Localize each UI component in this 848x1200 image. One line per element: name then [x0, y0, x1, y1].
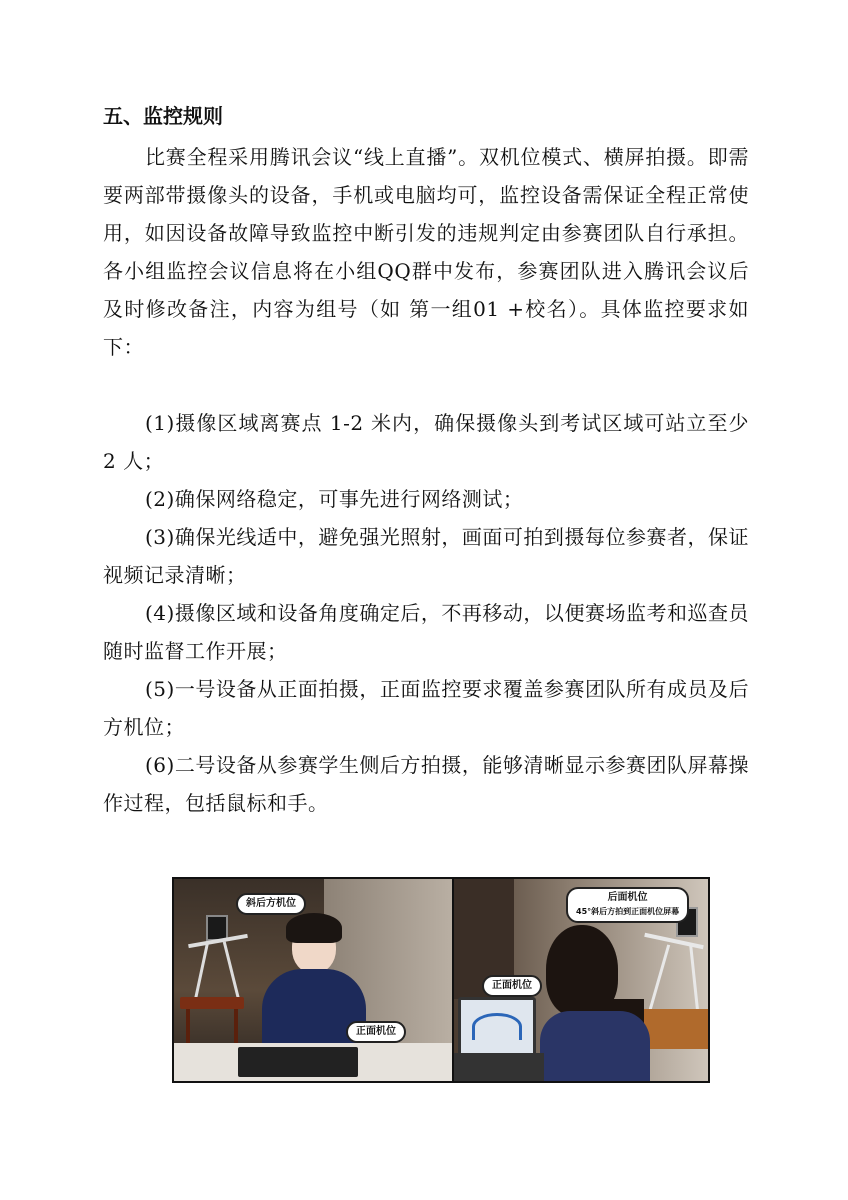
rule-item-4: (4)摄像区域和设备角度确定后，不再移动，以便赛场监考和巡查员随时监督工作开展； — [103, 601, 749, 663]
rule-item-5: (5)一号设备从正面拍摄，正面监控要求覆盖参赛团队所有成员及后方机位； — [103, 677, 749, 739]
label-front-camera: 正面机位 — [346, 1021, 406, 1043]
label-front-camera-right: 正面机位 — [482, 975, 542, 997]
camera-setup-photos — [172, 877, 710, 1083]
rule-item-3: (3)确保光线适中，避免强光照射，画面可拍到摄每位参赛者，保证视频记录清晰； — [103, 525, 749, 587]
rule-item-6: (6)二号设备从参赛学生侧后方拍摄，能够清晰显示参赛团队屏幕操作过程，包括鼠标和手。 — [103, 753, 749, 815]
rule-item-1: (1)摄像区域离赛点 1-2 米内，确保摄像头到考试区域可站立至少 2 人； — [103, 411, 749, 473]
section-heading: 五、监控规则 — [103, 104, 223, 128]
front-view-photo — [174, 879, 452, 1081]
label-rear-camera: 斜后方机位 — [236, 893, 306, 915]
rear-view-photo — [454, 879, 708, 1081]
intro-paragraph: 比赛全程采用腾讯会议“线上直播”。双机位模式、横屏拍摄。即需要两部带摄像头的设备，手机或电脑均可，监控设备需保证全程正常使用，如因设备故障导致监控中断引发的违规判定由参赛团队自行承担。各小组监控会议信息将在小组QQ群中发布，参赛团队进入腾讯会议后及时修改备注，内容为组号（如 第一组01 +校名）。具体监控要求如下： — [103, 145, 749, 359]
rule-item-2: (2)确保网络稳定，可事先进行网络测试； — [145, 487, 524, 511]
label-rear-camera-line2: 45°斜后方拍到正面机位屏幕 — [576, 907, 680, 916]
label-rear-camera-line1: 后面机位 — [607, 892, 648, 903]
label-rear-camera-right — [566, 887, 689, 923]
